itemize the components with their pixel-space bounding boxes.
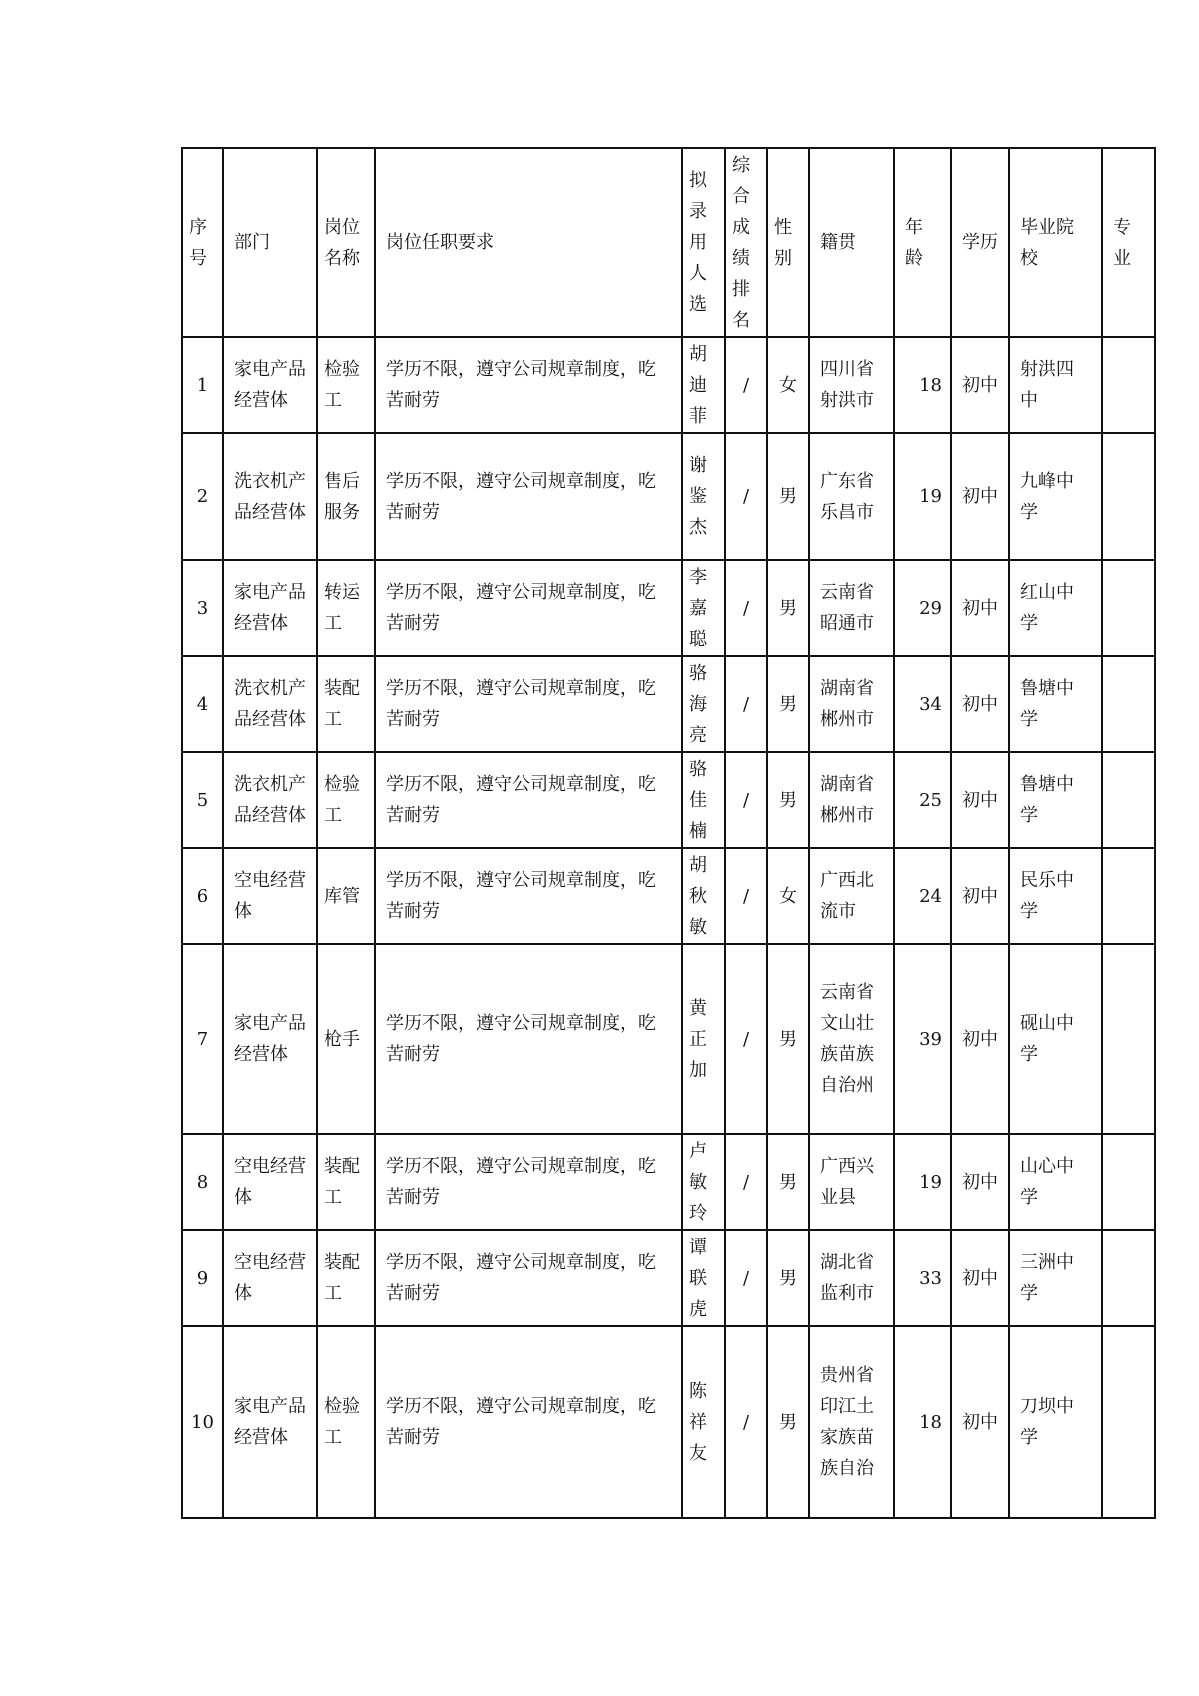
cell-dept: 空电经营体 [223, 1230, 317, 1326]
table-row [182, 944, 1155, 1134]
cell-rank: / [725, 1230, 767, 1326]
header-candidate: 拟录用人选 [682, 148, 725, 337]
cell-education: 初中 [951, 1134, 1009, 1230]
cell-school: 三洲中学 [1009, 1230, 1102, 1326]
table-row [182, 848, 1155, 944]
cell-rank: / [725, 752, 767, 848]
cell-gender: 男 [767, 1326, 809, 1518]
cell-seq: 8 [182, 1134, 223, 1230]
cell-school: 砚山中学 [1009, 944, 1102, 1134]
cell-position: 装配工 [317, 1134, 375, 1230]
cell-major [1102, 337, 1155, 433]
cell-gender: 女 [767, 337, 809, 433]
cell-requirements: 学历不限，遵守公司规章制度，吃苦耐劳 [375, 1134, 682, 1230]
cell-candidate: 卢敏玲 [682, 1134, 725, 1230]
cell-seq: 4 [182, 656, 223, 752]
cell-requirements: 学历不限，遵守公司规章制度，吃苦耐劳 [375, 1230, 682, 1326]
cell-candidate: 李嘉聪 [682, 560, 725, 656]
cell-education: 初中 [951, 656, 1009, 752]
cell-position: 装配工 [317, 656, 375, 752]
cell-school: 红山中学 [1009, 560, 1102, 656]
cell-candidate: 谭联虎 [682, 1230, 725, 1326]
cell-school: 九峰中学 [1009, 433, 1102, 560]
cell-age: 33 [894, 1230, 951, 1326]
cell-rank: / [725, 433, 767, 560]
hiring-table [181, 147, 1156, 1519]
cell-seq: 10 [182, 1326, 223, 1518]
cell-seq: 7 [182, 944, 223, 1134]
cell-age: 19 [894, 433, 951, 560]
cell-dept: 洗衣机产品经营体 [223, 656, 317, 752]
cell-education: 初中 [951, 944, 1009, 1134]
cell-seq: 6 [182, 848, 223, 944]
cell-gender: 男 [767, 752, 809, 848]
header-major: 专业 [1102, 148, 1155, 337]
table-header-row [182, 148, 1155, 337]
cell-school: 刀坝中学 [1009, 1326, 1102, 1518]
cell-dept: 家电产品经营体 [223, 1326, 317, 1518]
table-row [182, 433, 1155, 560]
cell-candidate: 陈祥友 [682, 1326, 725, 1518]
cell-age: 34 [894, 656, 951, 752]
cell-seq: 3 [182, 560, 223, 656]
header-gender: 性别 [767, 148, 809, 337]
cell-origin: 广东省乐昌市 [809, 433, 894, 560]
cell-rank: / [725, 337, 767, 433]
cell-position: 检验工 [317, 337, 375, 433]
cell-school: 鲁塘中学 [1009, 656, 1102, 752]
cell-school: 山心中学 [1009, 1134, 1102, 1230]
cell-education: 初中 [951, 752, 1009, 848]
cell-origin: 广西北流市 [809, 848, 894, 944]
cell-candidate: 黄正加 [682, 944, 725, 1134]
cell-gender: 男 [767, 1134, 809, 1230]
cell-major [1102, 752, 1155, 848]
table-row [182, 1134, 1155, 1230]
cell-dept: 家电产品经营体 [223, 337, 317, 433]
cell-gender: 女 [767, 848, 809, 944]
cell-requirements: 学历不限，遵守公司规章制度，吃苦耐劳 [375, 656, 682, 752]
cell-school: 鲁塘中学 [1009, 752, 1102, 848]
cell-requirements: 学历不限，遵守公司规章制度，吃苦耐劳 [375, 848, 682, 944]
cell-major [1102, 944, 1155, 1134]
cell-education: 初中 [951, 1326, 1009, 1518]
cell-requirements: 学历不限，遵守公司规章制度，吃苦耐劳 [375, 433, 682, 560]
cell-requirements: 学历不限，遵守公司规章制度，吃苦耐劳 [375, 560, 682, 656]
cell-rank: / [725, 656, 767, 752]
cell-candidate: 胡迪菲 [682, 337, 725, 433]
header-rank: 综合成绩排名 [725, 148, 767, 337]
cell-age: 25 [894, 752, 951, 848]
cell-position: 检验工 [317, 752, 375, 848]
cell-candidate: 谢鉴杰 [682, 433, 725, 560]
cell-gender: 男 [767, 656, 809, 752]
cell-age: 39 [894, 944, 951, 1134]
cell-dept: 空电经营体 [223, 1134, 317, 1230]
table-row [182, 1326, 1155, 1518]
cell-position: 库管 [317, 848, 375, 944]
cell-education: 初中 [951, 433, 1009, 560]
header-requirements: 岗位任职要求 [375, 148, 682, 337]
cell-requirements: 学历不限，遵守公司规章制度，吃苦耐劳 [375, 337, 682, 433]
cell-seq: 5 [182, 752, 223, 848]
cell-origin: 湖南省郴州市 [809, 752, 894, 848]
cell-age: 18 [894, 337, 951, 433]
table-row [182, 337, 1155, 433]
cell-origin: 湖南省郴州市 [809, 656, 894, 752]
cell-gender: 男 [767, 433, 809, 560]
cell-origin: 云南省文山壮族苗族自治州 [809, 944, 894, 1134]
cell-age: 18 [894, 1326, 951, 1518]
cell-major [1102, 1230, 1155, 1326]
header-position: 岗位名称 [317, 148, 375, 337]
cell-age: 29 [894, 560, 951, 656]
header-education: 学历 [951, 148, 1009, 337]
cell-gender: 男 [767, 1230, 809, 1326]
cell-dept: 空电经营体 [223, 848, 317, 944]
cell-dept: 洗衣机产品经营体 [223, 433, 317, 560]
cell-rank: / [725, 1326, 767, 1518]
cell-education: 初中 [951, 560, 1009, 656]
cell-position: 装配工 [317, 1230, 375, 1326]
cell-candidate: 骆佳楠 [682, 752, 725, 848]
cell-position: 售后服务 [317, 433, 375, 560]
cell-major [1102, 656, 1155, 752]
cell-position: 枪手 [317, 944, 375, 1134]
cell-gender: 男 [767, 560, 809, 656]
cell-requirements: 学历不限，遵守公司规章制度，吃苦耐劳 [375, 944, 682, 1134]
cell-major [1102, 848, 1155, 944]
cell-rank: / [725, 560, 767, 656]
cell-education: 初中 [951, 848, 1009, 944]
cell-position: 转运工 [317, 560, 375, 656]
cell-seq: 9 [182, 1230, 223, 1326]
cell-origin: 四川省射洪市 [809, 337, 894, 433]
cell-requirements: 学历不限，遵守公司规章制度，吃苦耐劳 [375, 752, 682, 848]
cell-major [1102, 1326, 1155, 1518]
cell-education: 初中 [951, 1230, 1009, 1326]
table-row [182, 656, 1155, 752]
header-origin: 籍贯 [809, 148, 894, 337]
header-dept: 部门 [223, 148, 317, 337]
cell-rank: / [725, 848, 767, 944]
cell-education: 初中 [951, 337, 1009, 433]
header-seq: 序号 [182, 148, 223, 337]
cell-age: 24 [894, 848, 951, 944]
cell-position: 检验工 [317, 1326, 375, 1518]
cell-school: 射洪四中 [1009, 337, 1102, 433]
header-age: 年龄 [894, 148, 951, 337]
cell-seq: 2 [182, 433, 223, 560]
cell-requirements: 学历不限，遵守公司规章制度，吃苦耐劳 [375, 1326, 682, 1518]
cell-origin: 广西兴业县 [809, 1134, 894, 1230]
cell-origin: 湖北省监利市 [809, 1230, 894, 1326]
cell-dept: 洗衣机产品经营体 [223, 752, 317, 848]
cell-major [1102, 560, 1155, 656]
cell-school: 民乐中学 [1009, 848, 1102, 944]
cell-dept: 家电产品经营体 [223, 944, 317, 1134]
cell-major [1102, 1134, 1155, 1230]
cell-major [1102, 433, 1155, 560]
cell-candidate: 骆海亮 [682, 656, 725, 752]
cell-gender: 男 [767, 944, 809, 1134]
cell-age: 19 [894, 1134, 951, 1230]
cell-rank: / [725, 944, 767, 1134]
cell-candidate: 胡秋敏 [682, 848, 725, 944]
cell-rank: / [725, 1134, 767, 1230]
cell-seq: 1 [182, 337, 223, 433]
cell-origin: 贵州省印江土家族苗族自治 [809, 1326, 894, 1518]
table-row [182, 560, 1155, 656]
cell-origin: 云南省昭通市 [809, 560, 894, 656]
table-row [182, 1230, 1155, 1326]
header-school: 毕业院校 [1009, 148, 1102, 337]
cell-dept: 家电产品经营体 [223, 560, 317, 656]
table-row [182, 752, 1155, 848]
